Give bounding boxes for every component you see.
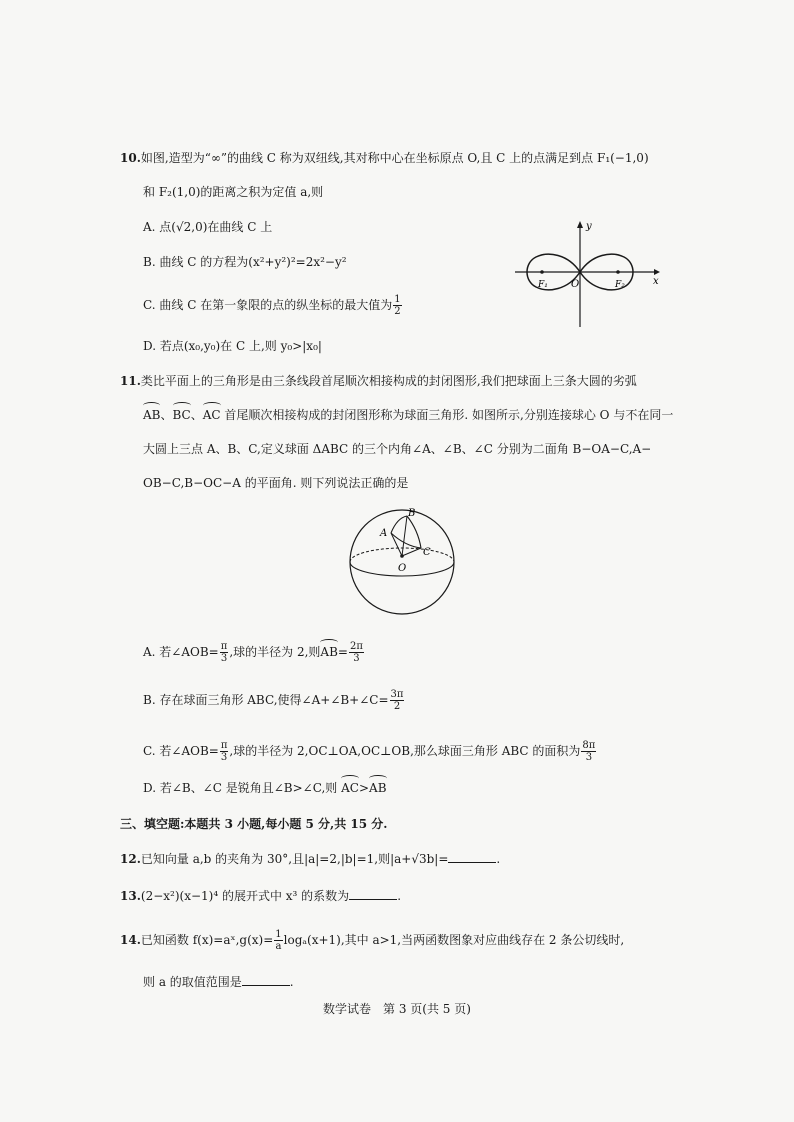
q11-option-a — [143, 641, 365, 664]
fraction-denominator: 3 — [220, 752, 228, 763]
q11-line3: 大圆上三点 A、B、C,定义球面 ΔABC 的三个内角∠A、∠B、∠C 分别为二面角 B−OA−C,A− — [143, 442, 652, 456]
point-c-label: C — [423, 547, 431, 558]
q12-end: . — [496, 852, 501, 866]
q13-end: . — [397, 889, 402, 903]
q10-stem-text1: 如图,造型为“∞”的曲线 C 称为双纽线,其对称中心在坐标原点 O,且 C 上的点满足到点 F₁(−1,0) — [140, 151, 649, 165]
sphere-figure — [345, 500, 460, 620]
fraction — [390, 689, 405, 712]
lemniscate-figure — [510, 215, 665, 330]
q11-line4: OB−C,B−OC−A 的平面角. 则下列说法正确的是 — [143, 476, 409, 490]
q11-option-c — [143, 740, 597, 763]
q14-number: 14. — [120, 933, 141, 947]
page-footer: 数学试卷 第 3 页(共 5 页) — [323, 1002, 471, 1016]
section-heading: 三、填空题:本题共 3 小题,每小题 5 分,共 15 分. — [120, 817, 388, 831]
arc-ac: AC — [202, 408, 221, 422]
fraction — [274, 929, 282, 952]
line-oa — [391, 533, 402, 556]
point-b-label: B — [408, 508, 416, 519]
arc-bc: BC — [172, 408, 191, 422]
arc-ac: AC — [341, 781, 359, 795]
q13-text: (2−x²)(x−1)⁴ 的展开式中 x³ 的系数为 — [140, 889, 350, 903]
arc-ab-curve — [391, 516, 407, 533]
line-oc — [402, 548, 421, 556]
arc-ab: AB — [369, 781, 387, 795]
line-ob — [402, 516, 407, 556]
arc-ac-curve — [391, 533, 421, 548]
fraction-numerator: 1 — [275, 929, 282, 940]
q11-option-a-text2: ,球的半径为 2,则 — [229, 645, 321, 659]
q12-text: 已知向量 a,b 的夹角为 30°,且|a|=2,|b|=1,则|a+√3b|= — [140, 852, 449, 866]
fraction — [349, 641, 364, 664]
fraction — [220, 740, 229, 763]
focus-f2-dot — [616, 270, 620, 274]
fraction — [220, 641, 229, 664]
q14-line1 — [120, 929, 624, 952]
q11-option-a-text1: A. 若∠AOB= — [143, 645, 219, 659]
fraction — [581, 740, 596, 763]
fraction-numerator: 2π — [349, 641, 363, 652]
q11-option-b — [143, 689, 405, 712]
fraction-numerator: 3π — [390, 689, 404, 700]
q11-option-b-text: B. 存在球面三角形 ABC,使得∠A+∠B+∠C= — [143, 693, 389, 707]
fraction-denominator: 3 — [220, 653, 228, 664]
q14-end: . — [289, 975, 294, 989]
sphere-outline — [350, 510, 454, 614]
answer-blank[interactable] — [242, 975, 290, 986]
q10-stem-line2: 和 F₂(1,0)的距离之积为定值 a,则 — [143, 185, 324, 199]
center-o-label: O — [398, 563, 407, 574]
x-axis-label: x — [653, 276, 659, 287]
fraction-denominator: a — [275, 941, 282, 952]
fraction-denominator: 3 — [353, 653, 360, 664]
answer-blank[interactable] — [349, 889, 397, 900]
fraction-numerator: 8π — [582, 740, 596, 751]
arc-ab: AB — [320, 645, 338, 659]
q11-number: 11. — [120, 374, 141, 388]
fraction-denominator: 2 — [394, 306, 401, 317]
fraction — [393, 294, 401, 317]
q10-option-c — [143, 294, 403, 317]
greater-than-sign: > — [358, 781, 370, 795]
q11-line1-text: 类比平面上的三角形是由三条线段首尾顺次相接构成的封闭图形,我们把球面上三条大圆的劣弧 — [140, 374, 637, 388]
fraction-denominator: 2 — [393, 701, 401, 712]
equals-sign: = — [337, 645, 348, 659]
x-axis-arrow — [654, 269, 660, 275]
fraction-numerator: 1 — [394, 294, 401, 305]
q11-option-c-text2: ,球的半径为 2,OC⊥OA,OC⊥OB,那么球面三角形 ABC 的面积为 — [229, 744, 581, 758]
q10-option-c-text: C. 曲线 C 在第一象限的点的纵坐标的最大值为 — [143, 298, 393, 312]
focus-f1-dot — [540, 270, 544, 274]
q10-option-b: B. 曲线 C 的方程为(x²+y²)²=2x²−y² — [143, 255, 347, 269]
y-axis-label: y — [586, 221, 592, 232]
q10-number: 10. — [120, 151, 141, 165]
f2-label: F₂ — [615, 280, 625, 290]
arc-bc-curve — [407, 516, 421, 548]
q12-number: 12. — [120, 852, 141, 866]
q11-option-d-text: D. 若∠B、∠C 是锐角且∠B>∠C,则 — [143, 781, 342, 795]
answer-blank[interactable] — [448, 852, 496, 863]
y-axis-arrow — [577, 221, 583, 228]
origin-label: O — [571, 279, 580, 290]
q12-line — [120, 851, 500, 867]
fraction-numerator: π — [220, 740, 228, 751]
q11-option-d — [143, 780, 387, 796]
q14-text2: logₐ(x+1),其中 a>1,当两函数图象对应曲线存在 2 条公切线时, — [283, 933, 625, 947]
q13-number: 13. — [120, 889, 141, 903]
q14-text3: 则 a 的取值范围是 — [143, 975, 242, 989]
q11-line1 — [120, 373, 637, 389]
arc-ab: AB — [143, 408, 161, 422]
q14-line2 — [143, 974, 294, 990]
q13-line — [120, 888, 401, 904]
q14-text1: 已知函数 f(x)=aˣ,g(x)= — [140, 933, 274, 947]
point-a-label: A — [380, 528, 388, 539]
q10-stem-line1 — [120, 150, 649, 166]
fraction-numerator: π — [220, 641, 228, 652]
q10-option-a: A. 点(√2,0)在曲线 C 上 — [143, 220, 273, 234]
center-dot — [400, 554, 404, 558]
q11-line2: AB、BC、AC 首尾顺次相接构成的封闭图形称为球面三角形. 如图所示,分别连接球心 O 与不在同一 — [143, 408, 674, 422]
q10-option-d: D. 若点(x₀,y₀)在 C 上,则 y₀>|x₀| — [143, 339, 322, 353]
q11-option-c-text1: C. 若∠AOB= — [143, 744, 219, 758]
fraction-denominator: 3 — [585, 752, 593, 763]
f1-label: F₁ — [538, 280, 548, 290]
q11-line2-text: 首尾顺次相接构成的封闭图形称为球面三角形. 如图所示,分别连接球心 O 与不在同一 — [220, 408, 674, 422]
